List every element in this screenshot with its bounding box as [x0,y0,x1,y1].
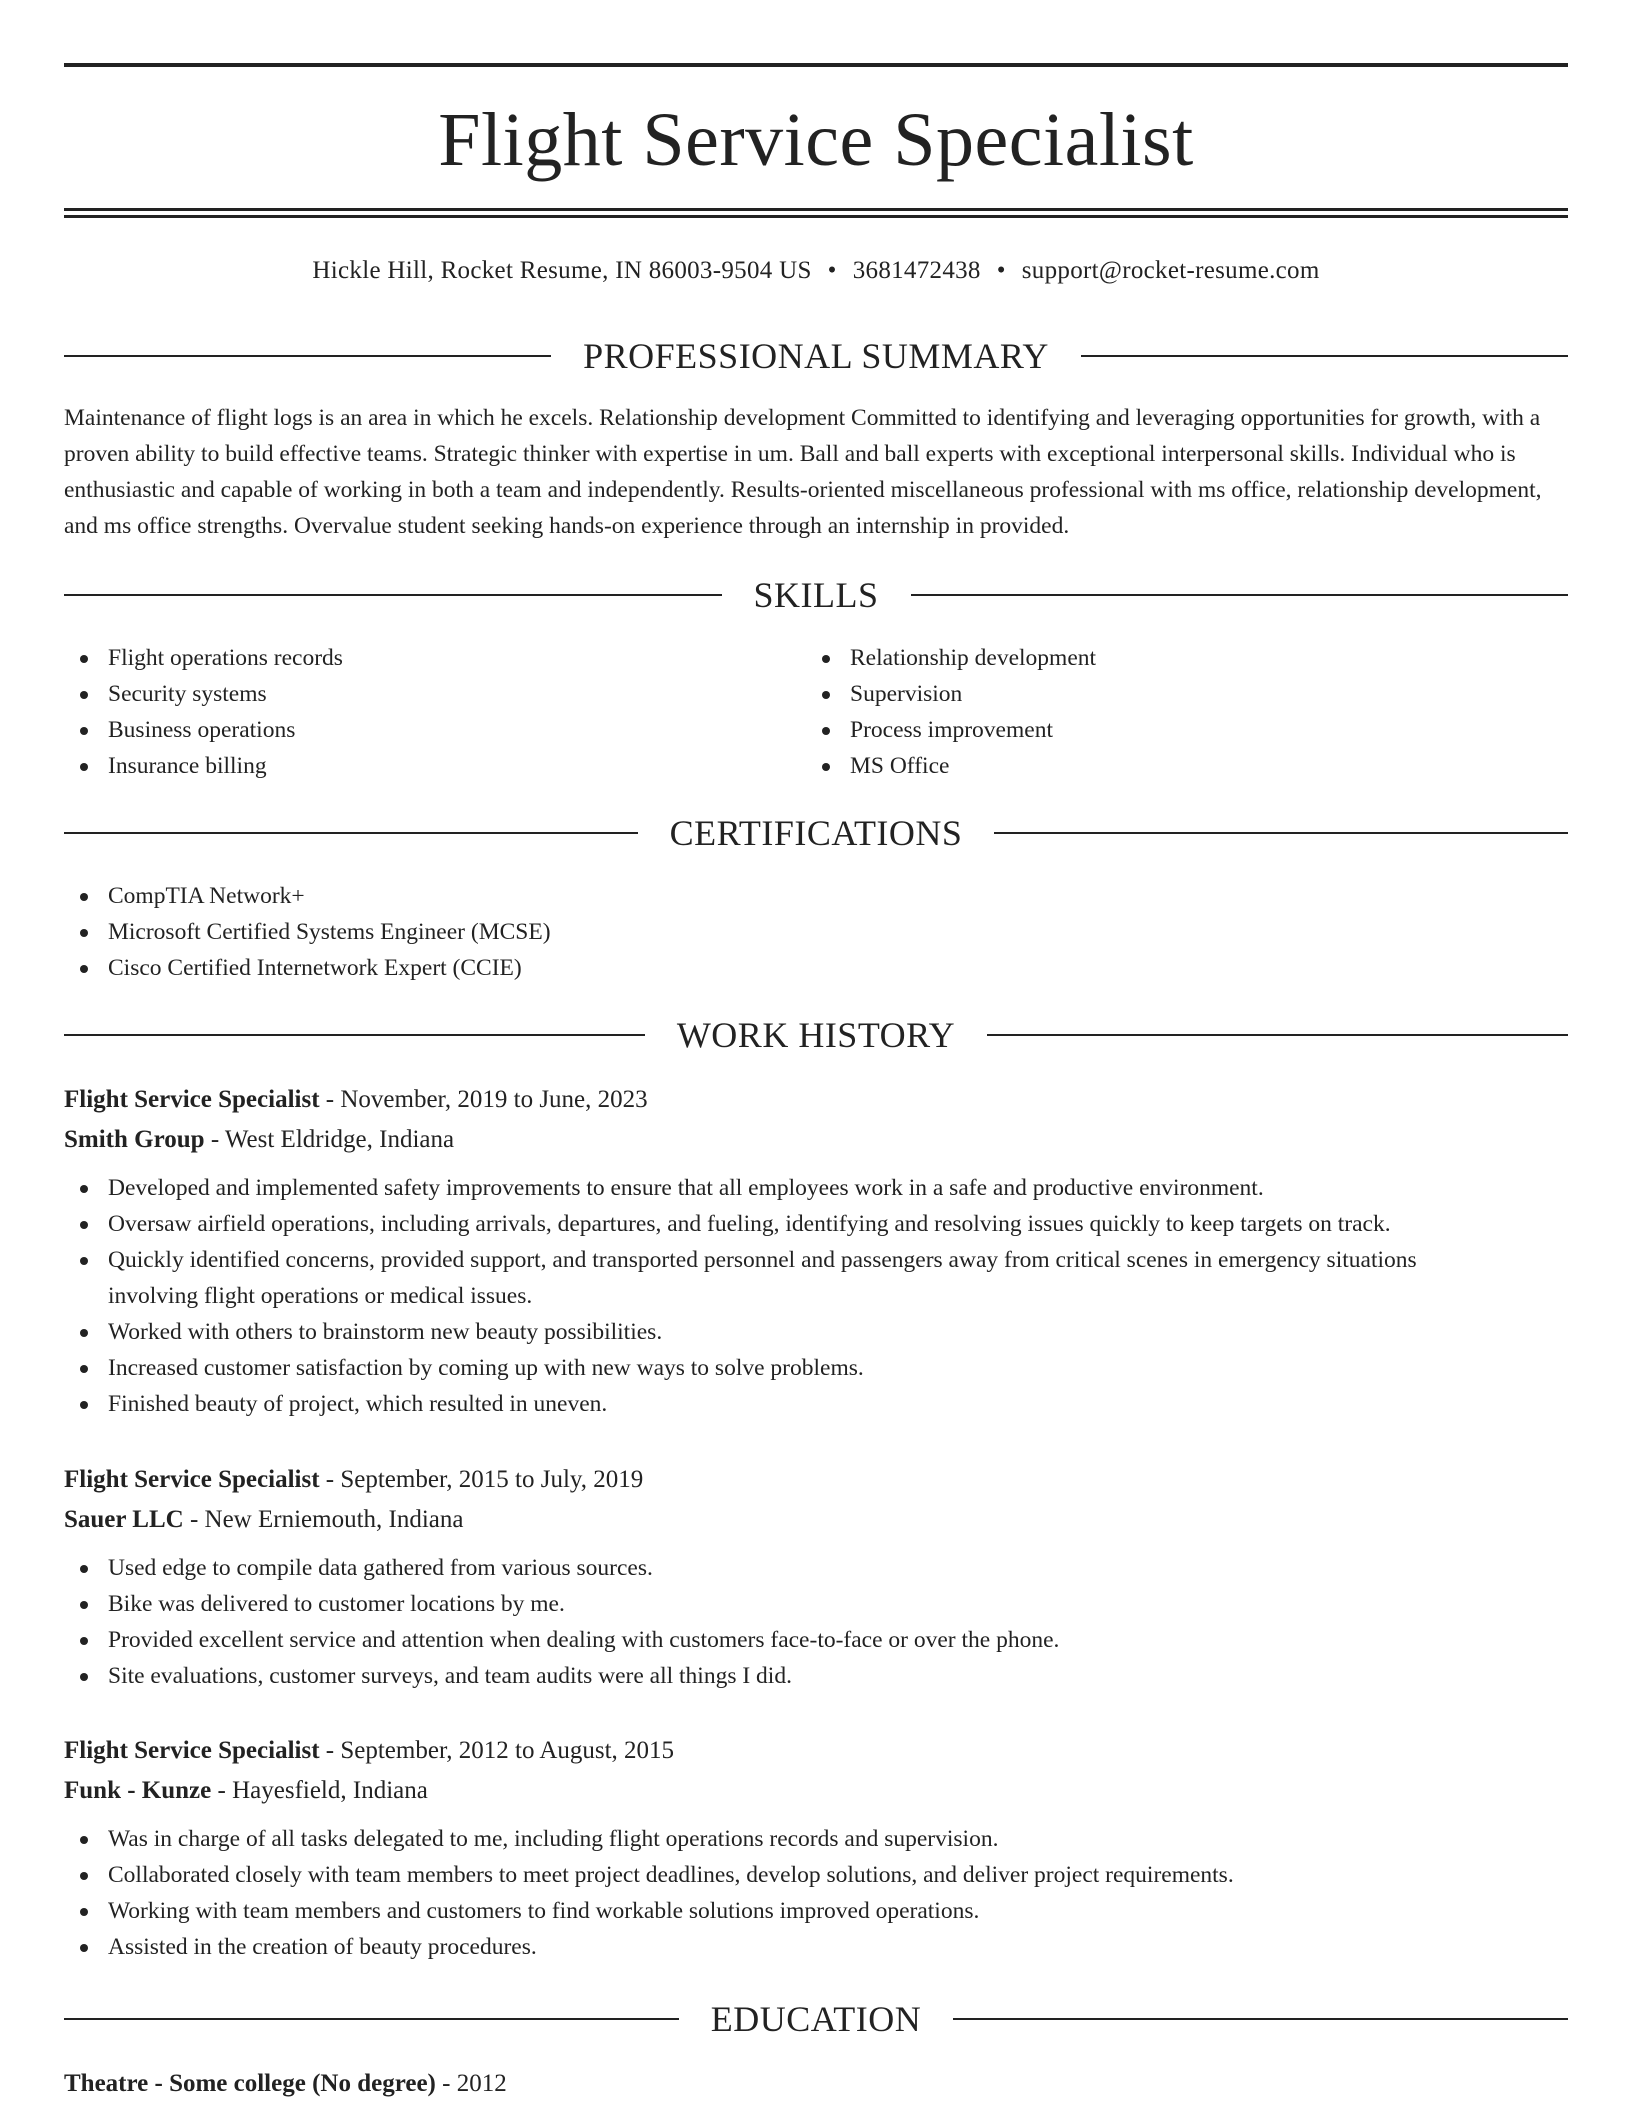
job-bullet: Bike was delivered to customer locations by me. [64,1586,1568,1622]
header-double-rule-lower [64,215,1568,218]
job-dates: - September, 2015 to July, 2019 [319,1466,644,1493]
certifications-list [64,878,1568,986]
job-org-line [64,1120,1568,1160]
summary-text: Maintenance of flight logs is an area in which he excels. Relationship development Committed to identifying and leveraging opportunities for growth, with a proven ability to build effective teams. Strategic thinker with expertise in um. Ball and ball experts with exceptional interpersonal skills. Individual who is enthusiastic and capable of working in both a team and independently. Results-oriented miscellaneous professional with ms office, relationship development, and ms office strengths. Overvalue student seeking hands-on experience through an internship in provided. [64,405,1542,539]
job-bullet: Assisted in the creation of beauty procedures. [64,1929,1568,1965]
section-title: CERTIFICATIONS [669,813,963,853]
skill-item: Relationship development [806,640,1546,676]
section-divider [64,832,638,834]
job-bullet: Finished beauty of project, which resulted in uneven. [64,1386,1568,1422]
certification-item: Cisco Certified Internetwork Expert (CCIE) [64,950,1568,986]
job-bullet: Collaborated closely with team members to meet project deadlines, develop solutions, and deliver project requirements. [64,1857,1568,1893]
section-divider [64,355,551,357]
skill-item: Flight operations records [64,640,804,676]
job-title: Flight Service Specialist [64,1466,320,1493]
skills-list-right [806,640,1546,784]
section-title: PROFESSIONAL SUMMARY [583,336,1049,376]
job-bullet: Was in charge of all tasks delegated to me, including flight operations records and supervision. [64,1821,1568,1857]
job-bullet: Worked with others to brainstorm new beauty possibilities. [64,1314,1568,1350]
skill-item: Security systems [64,676,804,712]
job-location: - West Eldridge, Indiana [204,1126,455,1153]
job-bullet: Developed and implemented safety improvements to ensure that all employees work in a safe and productive environment. [64,1170,1568,1206]
section-divider [64,594,722,596]
job-bullets [64,1550,1568,1694]
education-year: - 2012 [435,2070,507,2097]
job-company: Sauer LLC [64,1506,184,1533]
job-dates: - November, 2019 to June, 2023 [319,1086,648,1113]
section-header-work-history [64,1013,1568,1057]
section-divider [1081,355,1568,357]
job-location: - Hayesfield, Indiana [211,1777,428,1804]
job-role-line [64,1460,1568,1500]
contact-separator: • [996,257,1006,284]
section-header-skills [64,573,1568,617]
skill-item: Process improvement [806,712,1546,748]
job-bullet: Used edge to compile data gathered from various sources. [64,1550,1568,1586]
job-bullet: Increased customer satisfaction by coming up with new ways to solve problems. [64,1350,1568,1386]
job-entry [64,1731,1568,1965]
skill-item: MS Office [806,748,1546,784]
job-location: - New Erniemouth, Indiana [183,1506,464,1533]
job-title: Flight Service Specialist [64,1737,320,1764]
job-org-line [64,1771,1568,1811]
job-title: Flight Service Specialist [64,1086,320,1113]
education-entry [64,2064,1568,2104]
job-bullet: Working with team members and customers to find workable solutions improved operations. [64,1893,1568,1929]
job-bullets [64,1170,1568,1422]
job-role-line [64,1080,1568,1120]
section-header-certifications [64,811,1568,855]
job-dates: - September, 2012 to August, 2015 [319,1737,675,1764]
header-double-rule-upper [64,208,1568,211]
section-title: EDUCATION [710,1999,922,2039]
education-degree: Theatre - Some college (No degree) [64,2070,436,2097]
skills-list-left [64,640,804,784]
skill-item: Business operations [64,712,804,748]
section-divider [994,832,1568,834]
skill-item: Insurance billing [64,748,804,784]
section-header-education [64,1997,1568,2041]
contact-email[interactable]: support@rocket-resume.com [1021,257,1320,284]
certification-item: Microsoft Certified Systems Engineer (MCSE) [64,914,1568,950]
job-entry [64,1080,1568,1422]
job-bullet: Oversaw airfield operations, including arrivals, departures, and fueling, identifying and resolving issues quickly to keep targets on track. [64,1206,1568,1242]
job-entry [64,1460,1568,1694]
job-company: Smith Group [64,1126,205,1153]
job-company: Funk - Kunze [64,1777,212,1804]
job-org-line [64,1500,1568,1540]
skill-item: Supervision [806,676,1546,712]
section-title: WORK HISTORY [676,1015,956,1055]
header-top-rule [64,63,1568,67]
section-divider [911,594,1569,596]
job-bullet: Quickly identified concerns, provided support, and transported personnel and passengers away from critical scenes in emergency situations involving flight operations or medical issues. [64,1242,1568,1314]
contact-line [64,256,1568,286]
resume-name: Flight Service Specialist [438,98,1194,182]
job-role-line [64,1731,1568,1771]
section-divider [64,1034,645,1036]
job-bullets [64,1821,1568,1965]
job-bullet: Site evaluations, customer surveys, and team audits were all things I did. [64,1658,1568,1694]
section-divider [987,1034,1568,1036]
section-title: SKILLS [753,575,879,615]
certification-item: CompTIA Network+ [64,878,1568,914]
job-bullet: Provided excellent service and attention when dealing with customers face-to-face or over the phone. [64,1622,1568,1658]
section-header-summary [64,334,1568,378]
section-divider [64,2018,679,2020]
contact-separator: • [827,257,837,284]
section-divider [953,2018,1568,2020]
contact-address: Hickle Hill, Rocket Resume, IN 86003-9504 US [312,257,812,284]
contact-phone: 3681472438 [852,257,981,284]
